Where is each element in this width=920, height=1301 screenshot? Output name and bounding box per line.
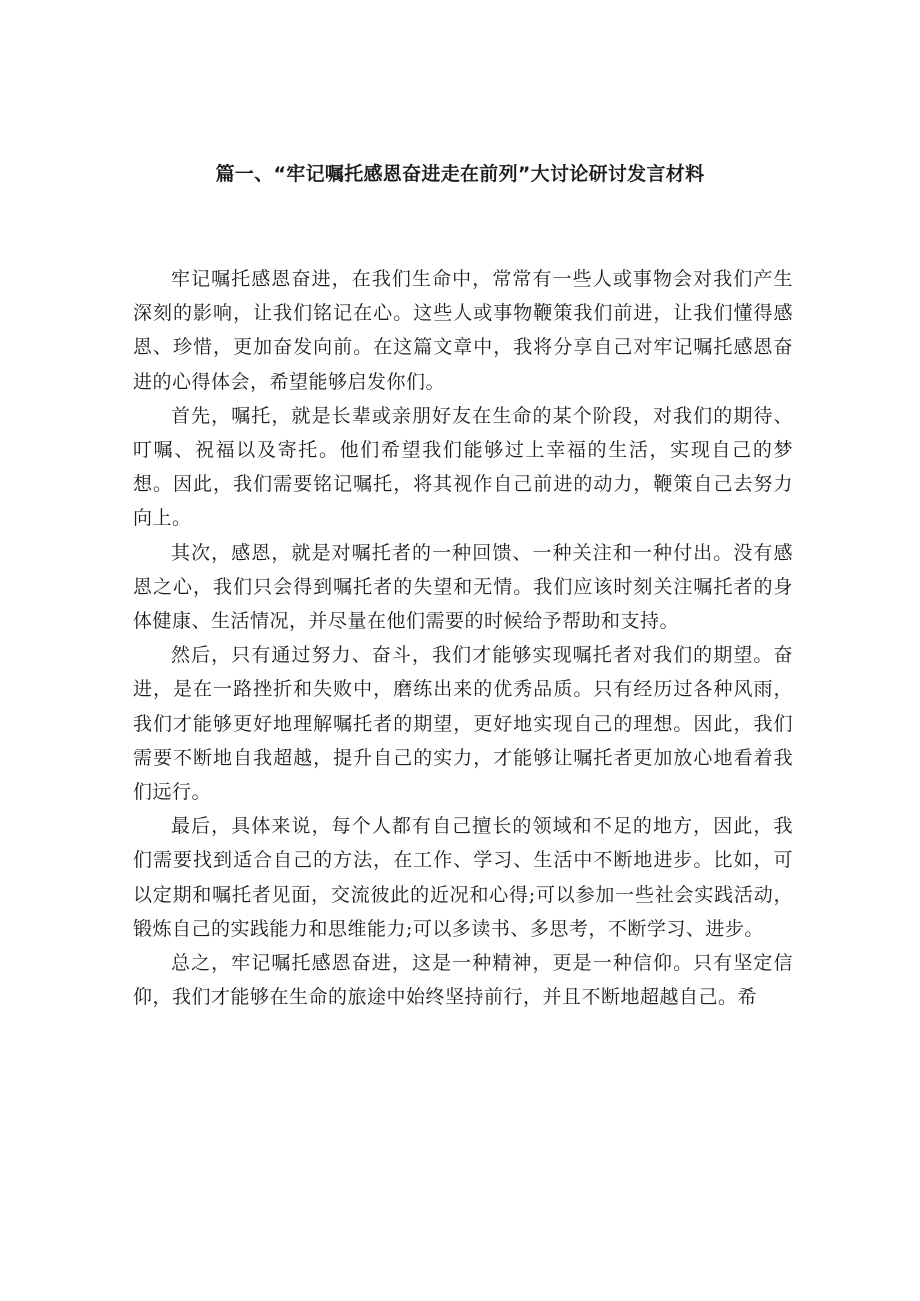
- document-body: [133, 262, 793, 1014]
- paragraph-conclusion: 总之，牢记嘱托感恩奋进，这是一种精神，更是一种信仰。只有坚定信仰，我们才能够在生命的旅途中始终坚持前行，并且不断地超越自己。希: [133, 952, 793, 1009]
- paragraph-intro: 牢记嘱托感恩奋进，在我们生命中，常常有一些人或事物会对我们产生深刻的影响，让我们铭记在心。这些人或事物鞭策我们前进，让我们懂得感恩、珍惜，更加奋发向前。在这篇文章中，我将分享自己对牢记嘱托感恩奋进的心得体会，希望能够启发你们。: [133, 268, 793, 393]
- paragraph-striving: 然后，只有通过努力、奋斗，我们才能够实现嘱托者对我们的期望。奋进，是在一路挫折和失败中，磨练出来的优秀品质。只有经历过各种风雨，我们才能够更好地理解嘱托者的期望，更好地实现自己的理想。因此，我们需要不断地自我超越，提升自己的实力，才能够让嘱托者更加放心地看着我们远行。: [133, 644, 793, 804]
- document-title: 篇一、“牢记嘱托感恩奋进走在前列”大讨论研讨发言材料: [215, 163, 705, 185]
- paragraph-methods: 最后，具体来说，每个人都有自己擅长的领域和不足的地方，因此，我们需要找到适合自己的方法，在工作、学习、生活中不断地进步。比如，可以定期和嘱托者见面，交流彼此的近况和心得;可以参加一些社会实践活动，锻炼自己的实践能力和思维能力;可以多读书、多思考，不断学习、进步。: [133, 815, 793, 940]
- paragraph-entrustment: 首先，嘱托，就是长辈或亲朋好友在生命的某个阶段，对我们的期待、叮嘱、祝福以及寄托。他们希望我们能够过上幸福的生活，实现自己的梦想。因此，我们需要铭记嘱托，将其视作自己前进的动力，鞭策自己去努力向上。: [133, 404, 793, 530]
- paragraph-gratitude: 其次，感恩，就是对嘱托者的一种回馈、一种关注和一种付出。没有感恩之心，我们只会得到嘱托者的失望和无情。我们应该时刻关注嘱托者的身体健康、生活情况，并尽量在他们需要的时候给予帮助和支持。: [133, 541, 793, 633]
